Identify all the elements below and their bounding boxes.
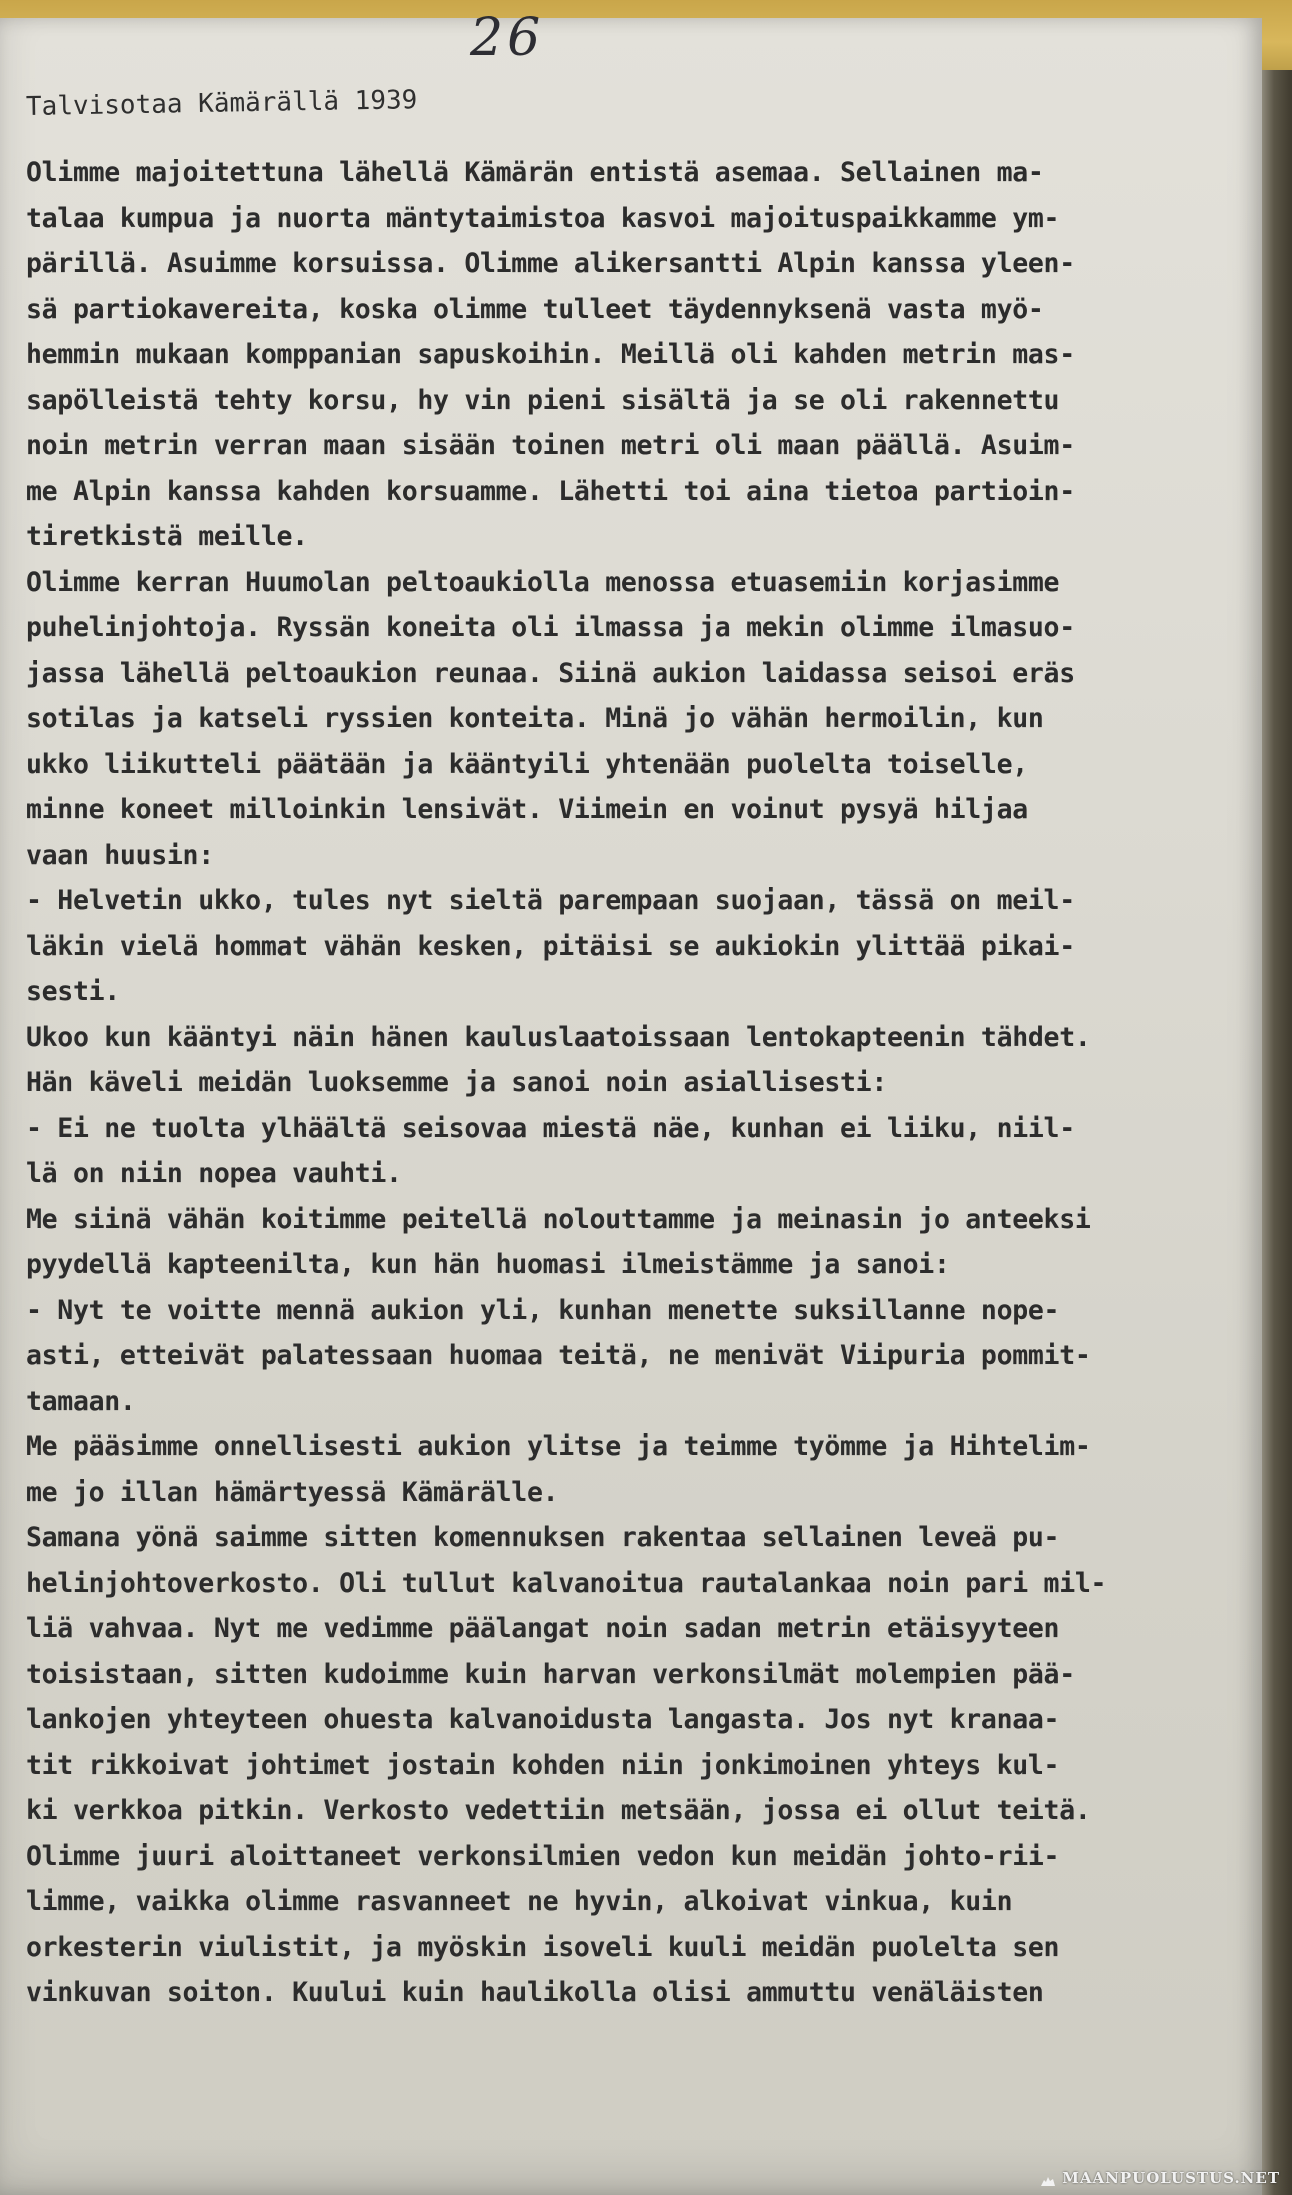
text-line: ukko liikutteli päätään ja kääntyili yhtenään puolelta toiselle, [26, 748, 1028, 780]
watermark [1040, 2169, 1280, 2187]
text-line: orkesterin viulistit, ja myöskin isoveli kuuli meidän puolelta sen [26, 1931, 1060, 1963]
text-line: vinkuvan soiton. Kuului kuin haulikolla olisi ammuttu venäläisten [26, 1977, 1044, 2008]
text-line: Me pääsimme onnellisesti aukion ylitse ja teimme työmme ja Hihtelim- [26, 1431, 1091, 1462]
text-line: me Alpin kanssa kahden korsuamme. Lähetti toi aina tietoa partioin- [26, 475, 1075, 507]
page-shadow-edge [1262, 70, 1292, 2195]
text-line: liä vahvaa. Nyt me vedimme päälangat noin sadan metrin etäisyyteen [26, 1613, 1060, 1644]
lion-emblem-icon [1040, 2173, 1056, 2185]
text-line: asti, etteivät palatessaan huomaa teitä, ne menivät Viipuria pommit- [26, 1340, 1091, 1371]
text-line: sotilas ja katseli ryssien konteita. Minä jo vähän hermoilin, kun [26, 703, 1044, 734]
text-line: pärillä. Asuimme korsuissa. Olimme alikersantti Alpin kanssa yleen- [26, 248, 1075, 279]
text-line: limme, vaikka olimme rasvanneet ne hyvin, alkoivat vinkua, kuin [26, 1886, 1013, 1917]
text-line: toisistaan, sitten kudoimme kuin harvan verkonsilmät molempien pää- [26, 1658, 1075, 1690]
typewritten-body [26, 150, 1266, 2016]
text-line: me jo illan hämärtyessä Kämärälle. [26, 1476, 559, 1508]
text-line: lankojen yhteyteen ohuesta kalvanoidusta langasta. Jos nyt kranaa- [26, 1704, 1060, 1735]
text-line: hemmin mukaan komppanian sapuskoihin. Meillä oli kahden metrin mas- [26, 339, 1075, 370]
text-line: läkin vielä hommat vähän kesken, pitäisi se aukiokin ylittää pikai- [26, 930, 1075, 962]
watermark-text: MAANPUOLUSTUS.NET [1062, 2169, 1280, 2187]
text-line: Samana yönä saimme sitten komennuksen rakentaa sellainen leveä pu- [26, 1522, 1060, 1553]
text-line: lä on niin nopea vauhti. [26, 1158, 402, 1189]
text-line: helinjohtoverkosto. Oli tullut kalvanoitua rautalankaa noin pari mil- [26, 1567, 1107, 1599]
text-line: ki verkkoa pitkin. Verkosto vedettiin metsään, jossa ei ollut teitä. [26, 1795, 1091, 1826]
text-line: - Helvetin ukko, tules nyt sieltä parempaan suojaan, tässä on meil- [26, 885, 1075, 916]
text-line: tiretkistä meille. [26, 521, 308, 552]
text-line: - Ei ne tuolta ylhäältä seisovaa miestä näe, kunhan ei liiku, niil- [26, 1112, 1075, 1144]
text-line: puhelinjohtoja. Ryssän koneita oli ilmassa ja mekin olimme ilmasuo- [26, 612, 1075, 643]
text-line: sä partiokavereita, koska olimme tulleet täydennyksenä vasta myö- [26, 293, 1044, 325]
text-line: Hän käveli meidän luoksemme ja sanoi noin asiallisesti: [26, 1067, 887, 1098]
text-line: - Nyt te voitte mennä aukion yli, kunhan menette suksillanne nope- [26, 1294, 1060, 1326]
document-title: Talvisotaa Kämärällä 1939 [25, 85, 418, 122]
text-line: Olimme juuri aloittaneet verkonsilmien vedon kun meidän johto-rii- [26, 1840, 1060, 1872]
text-line: vaan huusin: [26, 839, 214, 871]
text-line: pyydellä kapteenilta, kun hän huomasi ilmeistämme ja sanoi: [26, 1249, 950, 1280]
text-line: Olimme majoitettuna lähellä Kämärän entistä asemaa. Sellainen ma- [26, 157, 1044, 188]
handwritten-page-number: 26 [470, 8, 545, 68]
text-line: noin metrin verran maan sisään toinen metri oli maan päällä. Asuim- [26, 430, 1075, 461]
text-line: Olimme kerran Huumolan peltoaukiolla menossa etuasemiin korjasimme [26, 566, 1060, 598]
text-line: sesti. [26, 976, 120, 1007]
text-line: Me siinä vähän koitimme peitellä nolouttamme ja meinasin jo anteeksi [26, 1203, 1091, 1235]
text-line: minne koneet milloinkin lensivät. Viimein en voinut pysyä hiljaa [26, 794, 1028, 825]
text-line: Ukoo kun kääntyi näin hänen kauluslaatoissaan lentokapteenin tähdet. [26, 1021, 1091, 1053]
text-line: tamaan. [26, 1385, 136, 1417]
text-line: sapölleistä tehty korsu, hy vin pieni sisältä ja se oli rakennettu [26, 384, 1060, 416]
text-line: jassa lähellä peltoaukion reunaa. Siinä aukion laidassa seisoi eräs [26, 657, 1075, 689]
text-line: talaa kumpua ja nuorta mäntytaimistoa kasvoi majoituspaikkamme ym- [26, 202, 1060, 234]
text-line: tit rikkoivat johtimet jostain kohden niin jonkimoinen yhteys kul- [26, 1749, 1060, 1781]
